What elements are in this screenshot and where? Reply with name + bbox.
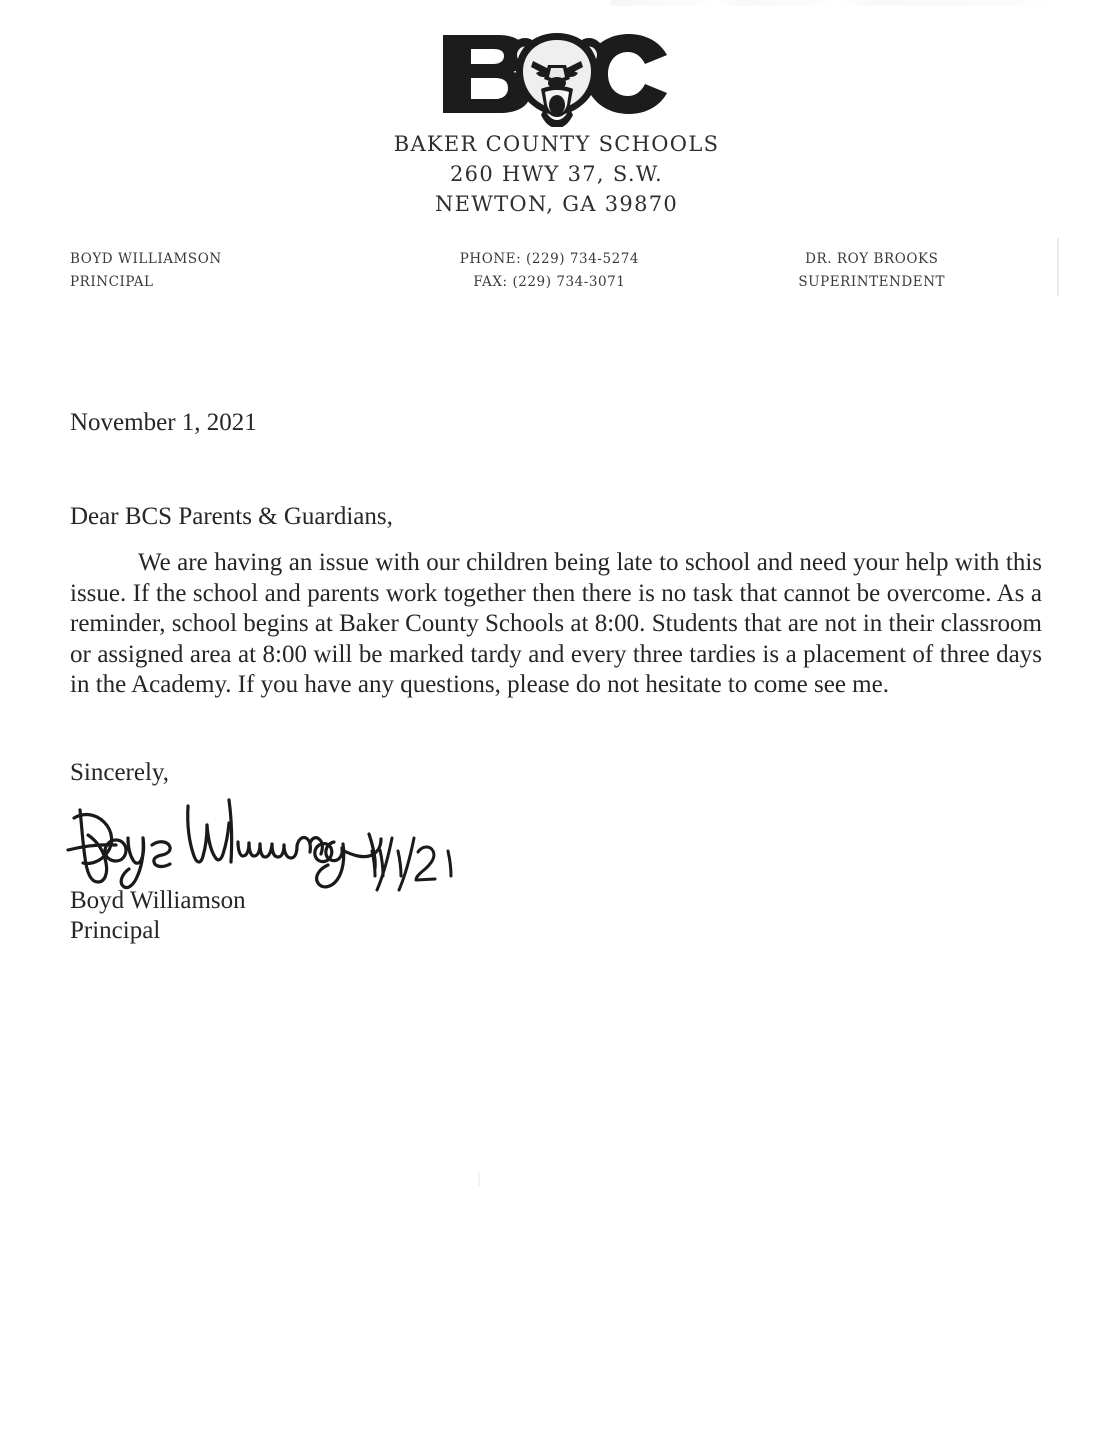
address-line: 260 HWY 37, S.W. bbox=[450, 161, 663, 186]
scan-artifact-speck bbox=[478, 1172, 480, 1186]
handwritten-date-icon bbox=[372, 838, 451, 890]
signer-name: Boyd Williamson bbox=[70, 887, 246, 914]
contact-row bbox=[0, 248, 1113, 294]
signer-block bbox=[70, 886, 246, 946]
handwritten-signature-icon bbox=[66, 788, 486, 898]
phone-fax-block bbox=[404, 248, 694, 294]
closing: Sincerely, bbox=[70, 759, 170, 786]
superintendent-contact-block bbox=[695, 248, 1113, 294]
district-logo bbox=[0, 18, 1113, 130]
principal-name: BOYD WILLIAMSON bbox=[70, 251, 222, 267]
superintendent-name: DR. ROY BROOKS bbox=[805, 251, 939, 267]
organization-name: BAKER COUNTY SCHOOLS bbox=[393, 132, 720, 156]
letter-body: We are having an issue with our children being late to school and need your help with this issue. If the school and parents work together then there is no task that cannot be overcome. As a reminder, school begins at Baker County Schools at 8:00. Students that are not in their classroom or assigned area at 8:00 will be marked tardy and every three tardies is a placement of three days in the Academy. If you have any questions, please do not hesitate to come see me. bbox=[70, 549, 1042, 698]
signature bbox=[66, 788, 486, 898]
letterhead bbox=[0, 18, 1113, 219]
letter-date: November 1, 2021 bbox=[70, 409, 257, 436]
signer-title: Principal bbox=[70, 917, 161, 944]
city-state-zip: NEWTON, GA 39870 bbox=[434, 191, 679, 216]
superintendent-title: SUPERINTENDENT bbox=[798, 274, 946, 291]
salutation: Dear BCS Parents & Guardians, bbox=[70, 503, 393, 530]
bear-head-icon bbox=[510, 33, 604, 127]
scan-artifact-top bbox=[610, 0, 1050, 6]
principal-title: PRINCIPAL bbox=[70, 274, 154, 291]
phone-number: PHONE: (229) 734-5274 bbox=[459, 251, 640, 267]
fax-number: FAX: (229) 734-3071 bbox=[473, 274, 626, 291]
bear-mascot-bc-logo-icon bbox=[441, 21, 673, 127]
principal-contact-block bbox=[0, 248, 404, 294]
